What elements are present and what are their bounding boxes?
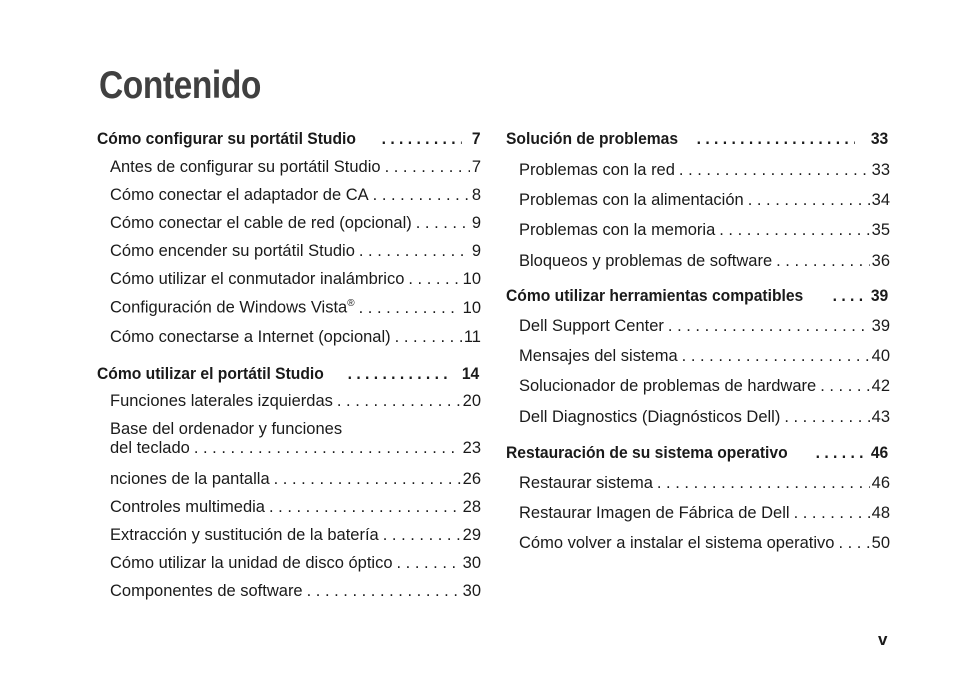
toc-entry-label: Bloqueos y problemas de software [519,252,773,270]
toc-page-number: 35 [871,221,890,239]
toc-page-number: 10 [462,298,481,317]
toc-page-number: 39 [871,317,890,335]
dot-leader [653,474,870,493]
toc-entry[interactable] [97,158,481,177]
toc-entry-label: Problemas con la red [519,161,675,179]
dot-leader [404,270,460,289]
toc-entry[interactable] [506,347,890,366]
toc-entry[interactable] [97,186,481,205]
dot-leader [693,129,855,149]
toc-entry[interactable] [97,242,481,261]
toc-page-number: 10 [462,270,481,288]
toc-heading-label: Cómo configurar su portátil Studio [97,129,356,148]
toc-section-heading[interactable] [97,364,481,384]
dot-leader [303,582,461,601]
toc-entry[interactable] [506,191,890,210]
dot-leader [780,408,869,427]
toc-page-number: 39 [870,286,889,305]
toc-section-heading[interactable] [506,129,890,149]
toc-entry-label: Problemas con la alimentación [519,191,744,209]
dot-leader [678,347,870,366]
toc-entry-label: Cómo utilizar la unidad de disco óptico [110,554,393,572]
dot-leader [829,286,866,306]
toc-entry-label: Cómo encender su portátil Studio [110,242,355,260]
toc-page-number: 11 [463,328,481,346]
toc-entry-label: Base del ordenador y funciones [110,420,343,438]
toc-entry[interactable] [506,221,890,240]
toc-page-number: 30 [462,582,481,600]
toc-page-number: 29 [462,526,481,544]
toc-page-number: 33 [870,129,889,148]
toc-entry-label: Cómo volver a instalar el sistema operativo [519,534,835,552]
dot-leader [379,526,461,545]
dot-leader [790,504,870,523]
toc-page-number: 30 [462,554,481,572]
toc-entry[interactable] [506,317,890,336]
toc-entry[interactable] [97,470,481,489]
toc-page-number: 46 [871,474,890,492]
toc-heading-label: Restauración de su sistema operativo [506,443,788,462]
toc-section-heading[interactable] [506,286,890,306]
toc-entry[interactable] [506,408,890,427]
dot-leader [393,554,461,573]
toc-entry-label: Mensajes del sistema [519,347,678,365]
toc-heading-label: Solución de problemas [506,129,679,148]
dot-leader [812,443,864,463]
dot-leader [675,161,870,180]
toc-page-number: 43 [871,408,890,426]
toc-page-number: 9 [471,214,481,232]
toc-entry-label: Solucionador de problemas de hardware [519,377,817,395]
toc-heading-label: Cómo utilizar herramientas compatibles [506,286,804,305]
toc-entry[interactable] [97,498,481,517]
toc-page-number: 9 [471,242,481,260]
toc-entry-label: Restaurar Imagen de Fábrica de Dell [519,504,790,522]
toc-page-number: 36 [871,252,890,270]
toc-section-heading[interactable] [97,129,481,149]
toc-entry-label: Funciones laterales izquierdas [110,392,333,410]
toc-entry[interactable] [97,420,481,458]
toc-page-number: 20 [462,392,481,410]
dot-leader [715,221,869,240]
toc-entry-label: nciones de la pantalla [110,470,270,488]
toc-entry[interactable] [506,377,890,396]
dot-leader [369,186,470,205]
toc-entry-label-continued: del teclado [110,439,190,457]
toc-entry-label: Controles multimedia [110,498,265,516]
toc-entry-label: Cómo conectar el adaptador de CA [110,186,369,204]
toc-page-number: 48 [871,504,890,522]
toc-page-number: 8 [471,186,481,204]
dot-leader [190,439,461,458]
toc-entry[interactable] [97,526,481,545]
toc-page-number: 34 [871,191,890,209]
toc-page-number: 33 [871,161,890,179]
toc-entry[interactable] [97,392,481,411]
page-title: Contenido [99,64,261,107]
dot-leader [412,214,470,233]
toc-entry[interactable] [506,252,890,271]
toc-entry[interactable] [97,270,481,289]
toc-entry-label: Dell Support Center [519,317,664,335]
toc-entry-label: Cómo utilizar el conmutador inalámbrico [110,270,405,288]
toc-page-number: 7 [471,129,481,148]
dot-leader [381,158,470,177]
toc-entry[interactable] [506,504,890,523]
toc-page-number: 7 [471,158,481,176]
toc-entry-label: Cómo conectarse a Internet (opcional) [110,328,391,346]
dot-leader [355,299,461,318]
dot-leader [344,364,451,384]
dot-leader [265,498,461,517]
toc-entry[interactable] [506,534,890,553]
toc-heading-label: Cómo utilizar el portátil Studio [97,364,324,383]
toc-entry-label: Componentes de software [110,582,303,600]
toc-page-number: 46 [870,443,889,462]
dot-leader [391,328,462,347]
toc-entry-label: Cómo conectar el cable de red (opcional) [110,214,412,232]
toc-entry[interactable] [97,554,481,573]
dot-leader [270,470,461,489]
toc-page-number: 40 [871,347,890,365]
toc-section-heading[interactable] [506,443,890,463]
toc-entry-label: Configuración de Windows Vista® [110,298,355,317]
dot-leader [664,317,870,336]
toc-entry[interactable] [97,298,481,318]
toc-page-number: 14 [461,364,480,383]
dot-leader [744,191,870,210]
toc-entry[interactable] [506,474,890,493]
toc-entry-label: Dell Diagnostics (Diagnósticos Dell) [519,408,781,426]
toc-page-number: 50 [871,534,890,552]
toc-page-number: 28 [462,498,481,516]
dot-leader [333,392,461,411]
toc-entry[interactable] [97,328,481,347]
dot-leader [772,252,870,271]
page-number: v [878,630,888,649]
toc-page-number: 42 [871,377,890,395]
dot-leader [355,242,470,261]
toc-entry-label: Antes de configurar su portátil Studio [110,158,381,176]
dot-leader [378,129,462,149]
toc-page-number: 26 [462,470,481,488]
toc-entry-label: Restaurar sistema [519,474,653,492]
toc-page-number: 23 [462,439,481,457]
toc-entry[interactable] [97,582,481,601]
toc-entry[interactable] [506,161,890,180]
dot-leader [834,534,869,553]
toc-entry[interactable] [97,214,481,233]
toc-entry-label: Problemas con la memoria [519,221,716,239]
toc-entry-label: Extracción y sustitución de la batería [110,526,379,544]
dot-leader [816,377,869,396]
registered-mark: ® [347,298,355,309]
